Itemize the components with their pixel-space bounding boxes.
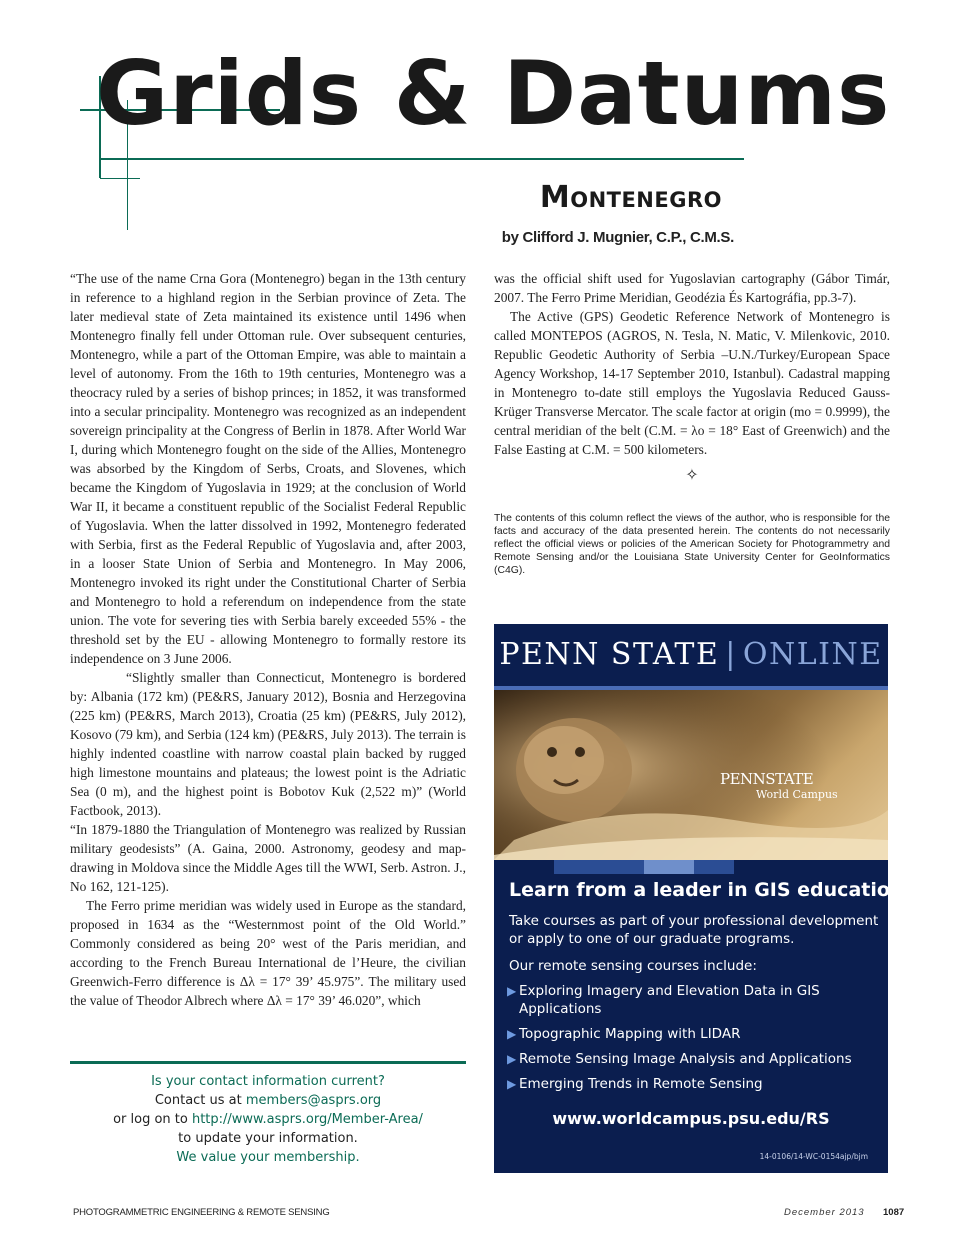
masthead-grid-line-h3	[100, 178, 140, 179]
left-paragraph-3: “In 1879-1880 the Triangulation of Montenegro was realized by Russian military geodesists” (A. Gaina, 2000. Astronomy, geodesy and map-drawing in Moldova since the Middle Ages till the WWI, Serb. Astron. J., No 162, 121-125).	[70, 822, 466, 894]
member-area-link[interactable]: http://www.asprs.org/Member-Area/	[191, 1112, 423, 1127]
logo-sub: World Campus	[756, 788, 838, 801]
ad-block-5	[734, 860, 888, 874]
ad-url-link[interactable]: www.worldcampus.psu.edu/RS	[552, 1109, 830, 1128]
contact-box	[70, 1061, 466, 1167]
footer-page-number: 1087	[883, 1207, 905, 1218]
footer-date: December 2013	[784, 1207, 865, 1218]
ad-color-blocks	[494, 860, 888, 874]
ad-course-label: Exploring Imagery and Elevation Data in GIS Applications	[519, 983, 820, 1017]
ad-brand-header	[494, 624, 888, 686]
footer-journal-name: PHOTOGRAMMETRIC ENGINEERING & REMOTE SENSING	[73, 1207, 330, 1218]
ad-course-list	[507, 982, 877, 1100]
chevron-right-icon: ▶	[507, 1077, 517, 1091]
left-paragraph-2: “Slightly smaller than Connecticut, Montenegro is bordered by: Albania (172 km) (PE&RS, January 2012), Bosnia and Herzegovina (225 km) (PE&RS, March 2013), Croatia (25 km) (PE&RS, July 2012), Kosovo (79 km), and Serbia (124 km) (PE&RS, July 2013). The terrain is highly indented coastline with narrow coastal plain backed by rugged high limestone mountains and plateaus; the lowest point is the Adriatic Sea (0 m), and the highest point is Bobotov Kuk (2,522 m)” (World Factbook, 2013).	[70, 670, 466, 818]
chevron-right-icon: ▶	[507, 1052, 517, 1066]
contact-line-1: Is your contact information current?	[151, 1074, 385, 1089]
chevron-right-icon: ▶	[507, 984, 517, 998]
penn-state-advertisement[interactable]	[494, 624, 904, 1173]
contact-line-3	[70, 1110, 466, 1129]
section-separator-icon: ✧	[685, 467, 699, 484]
ad-block-3	[644, 860, 694, 874]
ad-course-item	[507, 982, 877, 1018]
ad-courses-intro: Our remote sensing courses include:	[509, 958, 757, 974]
right-paragraph-2: The Active (GPS) Geodetic Reference Network of Montenegro is called MONTEPOS (AGROS, N. Tesla, N. Matic, V. Milenkovic, 2010. Republic Geodetic Authority of Serbia –U.N./Turkey/European Space Agency Workshop, 14-17 September 2010, Istanbul). Cadastral mapping in Montenegro to-date still employs the Yugoslavia Reduced Gauss-Krüger Transverse Mercator. The scale factor at origin (mo = 0.9999), the central meridian of the belt (C.M. = λo = 18° East of Greenwich) and the False Easting at C.M. = 500 kilometers.	[494, 309, 890, 457]
penn-state-world-campus-logo	[720, 770, 838, 801]
masthead-grid-line-h2	[100, 158, 744, 160]
ad-block-1	[494, 860, 554, 874]
ad-brand-separator: |	[725, 637, 737, 672]
ad-lion-photo	[494, 690, 888, 860]
ad-course-item	[507, 1075, 877, 1093]
ad-course-label: Remote Sensing Image Analysis and Applications	[519, 1051, 852, 1067]
byline: by Clifford J. Mugnier, C.P., C.M.S.	[501, 229, 734, 246]
chevron-right-icon: ▶	[507, 1027, 517, 1041]
article-title: Montenegro	[539, 180, 722, 215]
right-column	[494, 269, 890, 577]
ad-brand-left: PENN STATE	[499, 637, 720, 672]
ad-course-label: Emerging Trends in Remote Sensing	[519, 1076, 763, 1092]
ad-code: 14-0106/14-WC-0154ajp/bjm	[759, 1152, 868, 1161]
contact-email-link[interactable]: members@asprs.org	[245, 1093, 382, 1108]
contact-line-2	[70, 1091, 466, 1110]
contact-prefix: Contact us at	[154, 1093, 246, 1108]
ad-headline: Learn from a leader in GIS education	[509, 879, 904, 901]
ad-brand-right: ONLINE	[742, 637, 883, 672]
disclaimer: The contents of this column reflect the views of the author, who is responsible for the facts and accuracy of the data presented herein. The contents do not necessarily reflect the official views or policies of the American Society for Photogrammetry and Remote Sensing and/or the Louisiana State University Center for GeoInformatics (C4G).	[494, 513, 890, 576]
left-paragraph-4: The Ferro prime meridian was widely used in Europe as the standard, proposed in 1634 as the “Westernmost point of the Old World.” Commonly considered as being 20° west of the Paris meridian, and according to the French Bureau International de l’Heure, the civilian Greenwich-Ferro difference is Δλ = 17° 39’ 45.975”. The military used the value of Theodor Albrech where Δλ = 17° 39’ 46.020”, which	[70, 898, 466, 1008]
left-column	[70, 269, 466, 1010]
masthead-title: Grids & Datums	[96, 42, 891, 145]
right-paragraph-1: was the official shift used for Yugoslavian cartography (Gábor Timár, 2007. The Ferro Prime Meridian, Geodézia És Kartográfia, pp.3-7).	[494, 271, 890, 305]
ad-block-2	[554, 860, 644, 874]
contact-line-4: to update your information.	[178, 1131, 358, 1146]
ad-block-4	[694, 860, 734, 874]
ad-body: Take courses as part of your professional development or apply to one of our graduate programs.	[509, 913, 879, 947]
ad-course-item	[507, 1025, 877, 1043]
ad-course-item	[507, 1050, 877, 1068]
left-paragraph-1: “The use of the name Crna Gora (Montenegro) began in the 13th century in reference to a highland region in the Serbian province of Zeta. The later medieval state of Zeta maintained its existence until 1496 when Montenegro finally fell under Ottoman rule. Over subsequent centuries, Montenegro, while a part of the Ottoman Empire, was able to maintain a level of autonomy. From the 16th to 19th centuries, Montenegro was a theocracy ruled by a series of bishop princes; in 1852, it was transformed into a secular principality. Montenegro was recognized as an independent sovereign principality at the Congress of Berlin in 1878. After World War I, during which Montenegro fought on the side of the Allies, Montenegro was absorbed by the Kingdom of Serbs, Croats, and Slovenes, which became the Kingdom of Yugoslavia in 1929; at the conclusion of World War II, it became a constituent republic of the Socialist Federal Republic of Yugoslavia. When the latter dissolved in 1992, Montenegro federated with Serbia, first as the Federal Republic of Yugoslavia and, after 2003, in a looser State Union of Serbia and Montenegro. In May 2006, Montenegro invoked its right under the Constitutional Charter of Serbia and Montenegro to hold a referendum on independence from the state union. The vote for severing ties with Serbia barely exceeded 55% - the threshold set by the EU - allowing Montenegro to formally restore its independence on 3 June 2006.	[70, 271, 466, 666]
ad-course-label: Topographic Mapping with LIDAR	[519, 1026, 741, 1042]
contact-line-5: We value your membership.	[176, 1150, 360, 1165]
contact-url-prefix: or log on to	[113, 1112, 192, 1127]
logo-brand: PENNSTATE	[720, 770, 814, 788]
